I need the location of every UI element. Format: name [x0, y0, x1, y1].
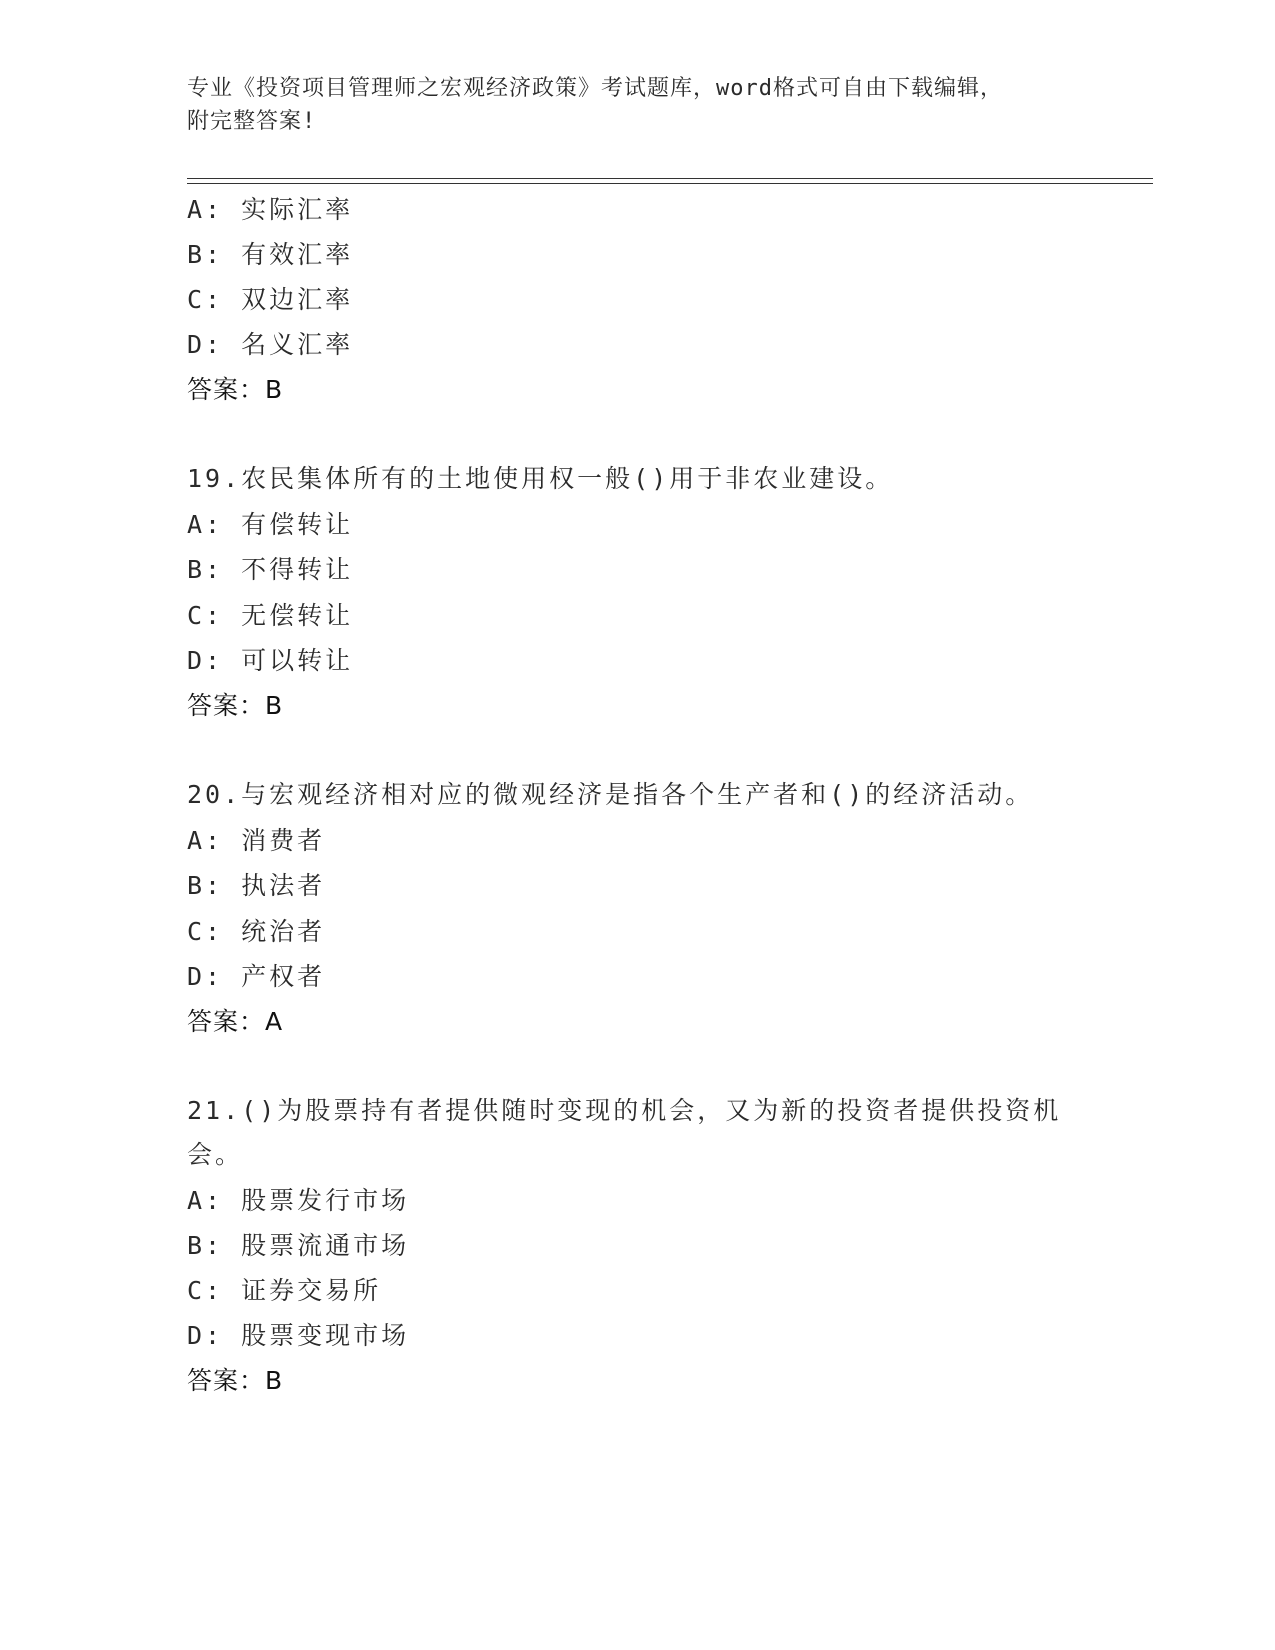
q19-option-d: D: 可以转让 [187, 646, 354, 675]
q19-option-b: B: 不得转让 [187, 555, 354, 584]
header-line-2: 附完整答案! [187, 109, 317, 134]
q20-option-d: D: 产权者 [187, 962, 326, 991]
q21-option-a: A: 股票发行市场 [187, 1186, 410, 1215]
q19-option-a: A: 有偿转让 [187, 510, 354, 539]
q18-option-a: A: 实际汇率 [187, 195, 354, 224]
q18-option-b: B: 有效汇率 [187, 240, 354, 269]
q20-option-b: B: 执法者 [187, 871, 326, 900]
q21-answer: 答案：B [187, 1366, 284, 1395]
q19-option-c: C: 无偿转让 [187, 601, 354, 630]
q19-answer: 答案：B [187, 691, 284, 720]
header-line-1: 专业《投资项目管理师之宏观经济政策》考试题库，word格式可自由下载编辑， [187, 76, 1003, 101]
q18-answer: 答案：B [187, 375, 284, 404]
q19-question: 19.农民集体所有的土地使用权一般()用于非农业建设。 [187, 464, 894, 493]
q20-answer: 答案：A [187, 1007, 284, 1036]
header-divider-bottom [187, 183, 1153, 184]
q21-option-d: D: 股票变现市场 [187, 1321, 410, 1350]
q20-question: 20.与宏观经济相对应的微观经济是指各个生产者和()的经济活动。 [187, 780, 1034, 809]
q18-option-d: D: 名义汇率 [187, 330, 354, 359]
q18-option-c: C: 双边汇率 [187, 285, 354, 314]
q21-question-line-2: 会。 [187, 1140, 244, 1169]
header-divider-top [187, 178, 1153, 179]
q20-option-a: A: 消费者 [187, 826, 326, 855]
q21-question-line-1: 21.()为股票持有者提供随时变现的机会，又为新的投资者提供投资机 [187, 1096, 1062, 1125]
q21-option-b: B: 股票流通市场 [187, 1231, 410, 1260]
document-header [187, 72, 1087, 138]
q21-option-c: C: 证券交易所 [187, 1276, 382, 1305]
q20-option-c: C: 统治者 [187, 917, 326, 946]
